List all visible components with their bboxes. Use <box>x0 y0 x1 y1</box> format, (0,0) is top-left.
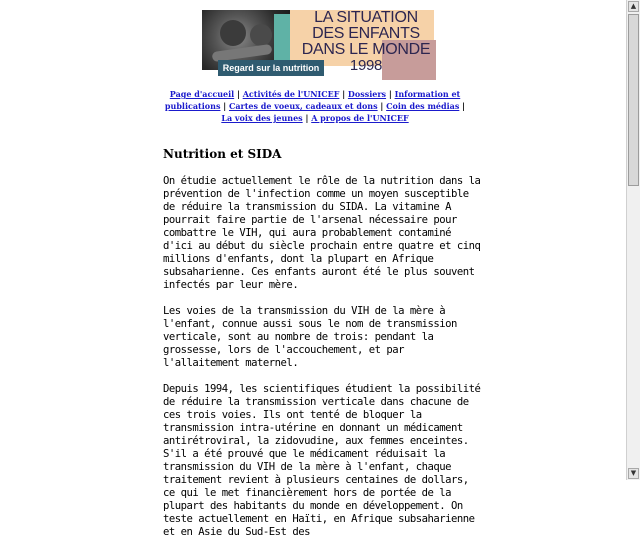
nav-link-unicef-activities[interactable]: Activités de l'UNICEF <box>242 89 340 99</box>
nav-link-about-unicef[interactable]: A propos de l'UNICEF <box>311 113 409 123</box>
article-paragraph: Les voies de la transmission du VIH de la mère à l'enfant, connue aussi sous le nom de transmission verticale, sont au nombre de trois: pendant la grossesse, lors de l'accouchement, et par l'allaitement maternel. <box>163 305 457 369</box>
scroll-up-icon[interactable]: ▲ <box>628 1 639 12</box>
nav-separator: | <box>462 101 466 111</box>
site-navigation <box>160 88 470 124</box>
banner-year: 1998 <box>349 57 383 74</box>
vertical-scrollbar[interactable] <box>626 0 640 480</box>
banner-title-line: DANS LE MONDE <box>301 41 431 58</box>
photo-child-head <box>250 24 272 46</box>
photo-child-head <box>220 20 246 46</box>
article-heading: Nutrition et SIDA <box>163 147 282 161</box>
nav-separator: | <box>380 101 384 111</box>
scrollbar-thumb[interactable] <box>628 14 639 186</box>
banner-title-line: DES ENFANTS <box>312 25 420 42</box>
nav-link-greeting-cards[interactable]: Cartes de voeux, cadeaux et dons <box>228 101 378 111</box>
nav-separator: | <box>388 89 392 99</box>
nav-link-media-corner[interactable]: Coin des médias <box>386 101 460 111</box>
nav-separator: | <box>236 89 240 99</box>
scroll-down-icon[interactable]: ▼ <box>628 468 639 479</box>
banner-subtitle: Regard sur la nutrition <box>218 60 324 76</box>
nav-link-home[interactable]: Page d'accueil <box>169 89 235 99</box>
nav-link-dossiers[interactable]: Dossiers <box>347 89 387 99</box>
banner-title-line: LA SITUATION <box>314 9 418 26</box>
nav-link-youth-voice[interactable]: La voix des jeunes <box>221 113 303 123</box>
nav-separator: | <box>305 113 309 123</box>
article-paragraph: Depuis 1994, les scientifiques étudient la possibilité de réduire la transmission verticale dans chacune de ces trois voies. Ils ont tenté de bloquer la transmission intra-utérine en donnant un médicament antirétroviral, la zidovudine, aux femmes enceintes. S'il a été prouvé que le médicament réduisait la transmission du VIH de la mère à l'enfant, chaque traitement revient à plusieurs centaines de dollars, ce qui le met financièrement hors de portée de la plupart des habitants du monde en développement. On teste actuellement en Haïti, en Afrique subsaharienne et en Asie du Sud-Est des <box>163 383 481 538</box>
banner <box>202 10 438 82</box>
nav-separator: | <box>342 89 346 99</box>
nav-link-information-publications[interactable]: Information et publications <box>164 89 461 111</box>
article-paragraph: On étudie actuellement le rôle de la nutrition dans la prévention de l'infection comme un moyen susceptible de réduire la transmission du SIDA. La vitamine A pourrait faire partie de l'arsenal nécessaire pour combattre le VIH, qui aura probablement contaminé d'ici au début du siècle prochain entre quatre et cinq millions d'enfants, dont la plupart en Afrique subsaharienne. Ces enfants auront été le plus souvent infectés par leur mère. <box>163 175 481 291</box>
nav-separator: | <box>223 101 227 111</box>
article-body <box>163 175 481 552</box>
